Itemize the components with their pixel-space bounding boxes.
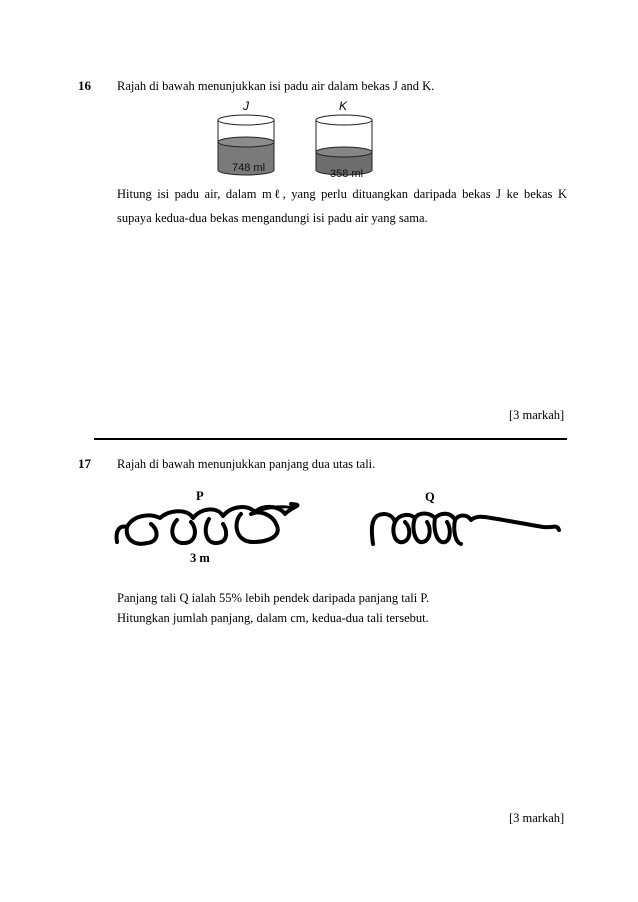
beaker-k-label: K	[339, 99, 348, 113]
question-17-number: 17	[78, 456, 91, 471]
question-17-prompt: Rajah di bawah menunjukkan panjang dua utas tali.	[117, 457, 376, 471]
rope-q-label: Q	[425, 490, 435, 504]
rope-p-label: P	[196, 489, 204, 503]
beaker-j-label: J	[243, 99, 249, 113]
question-16-marks: [3 markah]	[509, 408, 565, 422]
question-16-number: 16	[78, 78, 91, 93]
rope-q	[372, 514, 559, 545]
question-16-prompt: Rajah di bawah menunjukkan isi padu air dalam bekas J and K.	[117, 79, 435, 93]
question-16-line-2: supaya kedua-dua bekas mengandungi isi padu air yang sama.	[117, 211, 428, 225]
question-17-line-2: Hitungkan jumlah panjang, dalam cm, kedua-dua tali tersebut.	[117, 611, 429, 625]
beakers-diagram	[210, 112, 390, 182]
beaker-k-volume: 358 ml	[330, 168, 364, 180]
beaker-j	[218, 115, 274, 175]
rope-p-length: 3 m	[190, 551, 210, 565]
rope-p	[117, 504, 298, 544]
question-17-line-1: Panjang tali Q ialah 55% lebih pendek daripada panjang tali P.	[117, 591, 430, 605]
ropes-diagram	[105, 500, 575, 555]
section-divider	[94, 438, 567, 440]
question-17-marks: [3 markah]	[509, 811, 565, 825]
beaker-k	[316, 115, 372, 180]
beaker-j-volume: 748 ml	[232, 162, 266, 174]
question-16-line-1: Hitung isi padu air, dalam mℓ, yang perlu dituangkan daripada bekas J ke bekas K	[117, 187, 567, 201]
